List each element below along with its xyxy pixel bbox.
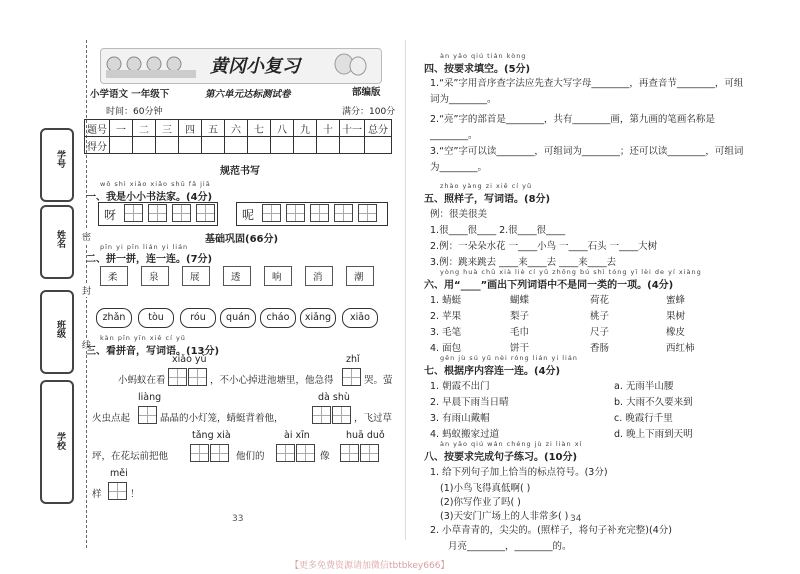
q4-item-1: 1.“采”字用音序查字法应先查大写字母________，再查音节________，可组词为________。 — [430, 78, 744, 105]
score-header-cell: 十一 — [340, 120, 365, 137]
q8-sub1-item: (2)你写作业了吗( ) — [440, 497, 521, 508]
time-label: 时间：60分钟 — [106, 107, 163, 117]
q2-char: 展 — [190, 272, 200, 283]
binding-mark-seal: 密 — [82, 230, 91, 243]
q8-title: 八、按要求完成句子练习。(10分) — [424, 452, 578, 463]
subject-label: 小学语文 一年级下 — [90, 89, 170, 100]
q5-title: 五、照样子，写词语。(8分) — [424, 194, 551, 205]
q4-item-3: 3.“空”字可以读________，可组词为________；还可以读________，可组词为________。 — [430, 146, 744, 173]
writing-cell[interactable] — [262, 204, 281, 222]
score-header-cell: 七 — [248, 120, 271, 137]
q2-title: 二、拼一拼，连一连。(7分) — [86, 254, 213, 265]
answer-cell[interactable] — [210, 444, 229, 462]
score-input-cell[interactable] — [202, 137, 225, 154]
score-input-cell[interactable] — [271, 137, 294, 154]
q6-word[interactable]: 蜜蜂 — [666, 295, 686, 306]
q5-item-3: 3.例：跳来跳去 ____来____去 ____来____去 — [430, 257, 617, 268]
q3-line1-a: 小蚂蚁在看 — [118, 375, 166, 386]
answer-cell[interactable] — [276, 444, 295, 462]
q2-char: 柔 — [108, 272, 118, 283]
answer-cell[interactable] — [296, 444, 315, 462]
sidebar-label-name: 姓名 — [55, 230, 65, 248]
q7-right-item[interactable]: a. 无雨半山腰 — [614, 381, 674, 392]
score-header-cell: 题号 — [85, 120, 110, 137]
score-input-cell[interactable] — [225, 137, 248, 154]
q6-word[interactable]: 3. 毛笔 — [430, 327, 462, 338]
q7-left-item[interactable]: 2. 早晨下雨当日晴 — [430, 397, 509, 408]
q7-left-item[interactable]: 3. 有雨山戴帽 — [430, 413, 490, 424]
answer-cell[interactable] — [340, 444, 359, 462]
q3-line1-b: ，不小心掉进池塘里，他急得 — [210, 375, 334, 386]
sidebar-label-class: 班级 — [55, 320, 65, 338]
answer-cell[interactable] — [332, 406, 351, 424]
q8-sub2-line: 月亮________，________的。 — [448, 541, 572, 552]
writing-cell[interactable] — [358, 204, 377, 222]
binding-mark-line: 线 — [82, 338, 91, 351]
edition-label: 部编版 — [352, 87, 381, 98]
score-input-cell[interactable] — [317, 137, 340, 154]
q6-word[interactable]: 果树 — [666, 311, 686, 322]
children-illustration — [102, 52, 202, 80]
q6-word[interactable]: 梨子 — [510, 311, 530, 322]
q5-example: 例：很美很美 — [430, 209, 488, 220]
score-header-cell: 一 — [110, 120, 133, 137]
q3-word-pinyin: měi — [110, 468, 128, 479]
q8-pinyin: àn yāo qiú wán chéng jù zi liàn xí — [440, 440, 583, 448]
q8-sub1-item: (3)天安门广场上的人非常多( ) — [440, 511, 569, 522]
q5-pinyin: zhào yàng zi xiě cí yǔ — [440, 182, 533, 190]
score-input-cell[interactable] — [133, 137, 156, 154]
score-input-cell[interactable] — [179, 137, 202, 154]
q5-item-2: 2.例：一朵朵水花 一____小鸟 一____石头 一____大树 — [430, 241, 658, 252]
q3-line3-a: 坪，在花坛前把他 — [92, 451, 169, 462]
q2-pinyin-oval[interactable]: quán — [220, 308, 256, 328]
writing-cell[interactable] — [148, 204, 167, 222]
sidebar-label-student-id: 学号 — [55, 150, 65, 168]
page-divider — [405, 40, 406, 540]
score-header-cell: 五 — [202, 120, 225, 137]
q3-pinyin: kàn pīn yīn xiě cí yǔ — [100, 334, 186, 342]
q7-right-item[interactable]: c. 晚霞行千里 — [614, 413, 673, 424]
sidebar-label-school: 学校 — [55, 432, 65, 450]
answer-cell[interactable] — [108, 482, 127, 500]
page-number-right: 34 — [570, 514, 582, 524]
q3-word-pinyin: liàng — [138, 392, 162, 403]
q8-sub1: 1. 给下列句子加上恰当的标点符号。(3分) — [430, 467, 608, 478]
q7-left-item[interactable]: 1. 朝霞不出门 — [430, 381, 490, 392]
writing-cell[interactable] — [286, 204, 305, 222]
score-header-cell: 九 — [294, 120, 317, 137]
q3-line1-c: 哭。萤 — [364, 375, 393, 386]
q3-line3-c: 像 — [320, 451, 330, 462]
q6-title: 六、用“____”画出下列词语中不是同一类的一项。(4分) — [424, 280, 674, 291]
q2-char: 潮 — [354, 272, 364, 283]
q3-line4-b: ！ — [130, 489, 140, 500]
q8-sub1-item: (1)小鸟飞得真低啊( ) — [440, 483, 531, 494]
q6-word[interactable]: 香肠 — [590, 343, 610, 354]
writing-cell[interactable] — [172, 204, 191, 222]
q3-line2-c: ，飞过草 — [354, 413, 393, 424]
section-basic: 基础巩固(66分) — [205, 234, 279, 245]
watermark: 【更多免费资源请加微信tbtbkey666】 — [290, 561, 450, 571]
score-input-cell[interactable] — [156, 137, 179, 154]
q2-pinyin-oval[interactable]: cháo — [260, 308, 296, 328]
q2-pinyin-oval[interactable]: xiǎng — [300, 308, 336, 328]
score-header-cell: 八 — [271, 120, 294, 137]
score-table-score-row — [85, 137, 392, 154]
score-row-label: 得分 — [85, 137, 110, 154]
q7-title: 七、根据序内容连一连。(4分) — [424, 366, 561, 377]
writing-cell[interactable] — [196, 204, 215, 222]
q3-line3-b: 他们的 — [236, 451, 265, 462]
score-header-cell: 六 — [225, 120, 248, 137]
score-input-cell[interactable] — [365, 137, 392, 154]
score-header-cell: 四 — [179, 120, 202, 137]
page-number-left: 33 — [232, 514, 244, 524]
q2-pinyin-oval[interactable]: tòu — [138, 308, 174, 328]
brand-title: 黄冈小复习 — [210, 56, 300, 77]
score-table-header-row — [85, 120, 392, 137]
q3-word-pinyin: huā duǒ — [346, 430, 385, 441]
writing-cell[interactable] — [310, 204, 329, 222]
q3-word-pinyin: dà shù — [318, 392, 350, 403]
balloon-icon — [330, 52, 370, 80]
score-table — [84, 119, 392, 154]
unit-title: 第六单元达标测试卷 — [205, 89, 291, 100]
q5-item-1: 1.很____很____ 2.很____很____ — [430, 225, 566, 236]
q6-word[interactable]: 尺子 — [590, 327, 610, 338]
q4-title: 四、按要求填空。(5分) — [424, 64, 531, 75]
writing-cell[interactable] — [124, 204, 143, 222]
answer-cell[interactable] — [312, 406, 331, 424]
answer-cell[interactable] — [168, 368, 187, 386]
q6-word[interactable]: 4. 面包 — [430, 343, 462, 354]
q2-pinyin: pīn yi pīn lián yi lián — [100, 243, 189, 251]
q6-word[interactable]: 西红柿 — [666, 343, 695, 354]
q6-word[interactable]: 2. 苹果 — [430, 311, 462, 322]
q6-word[interactable]: 毛巾 — [510, 327, 530, 338]
section-writing: 规范书写 — [220, 166, 260, 177]
q4-pinyin: àn yāo qiú tián kòng — [440, 52, 527, 60]
q2-char: 透 — [231, 272, 241, 283]
q3-line2-a: 火虫点起 — [92, 413, 131, 424]
answer-cell[interactable] — [138, 406, 157, 424]
q6-word[interactable]: 橡皮 — [666, 327, 686, 338]
q3-word-pinyin: zhǐ — [346, 354, 360, 365]
q2-pinyin-oval[interactable]: xiāo — [342, 308, 378, 328]
score-input-cell[interactable] — [340, 137, 365, 154]
q8-sub2: 2. 小草青青的，尖尖的。(照样子，将句子补充完整)(4分) — [430, 525, 672, 536]
q3-line2-b: 晶晶的小灯笼，蜻蜓背着他， — [160, 413, 284, 424]
q2-char: 消 — [313, 272, 323, 283]
q7-right-item[interactable]: d. 晚上下雨到天明 — [614, 429, 693, 440]
q4-item-2: 2.“亮”字的部首是________，共有________画，第九画的笔画名称是________。 — [430, 114, 715, 141]
score-header-cell: 二 — [133, 120, 156, 137]
score-input-cell[interactable] — [110, 137, 133, 154]
score-label: 满分：100分 — [342, 107, 396, 117]
q6-pinyin: yòng huà chū xià liè cí yǔ zhōng bú shì tóng yī lèi de yí xiàng — [440, 268, 702, 276]
answer-cell[interactable] — [190, 444, 209, 462]
answer-cell[interactable] — [188, 368, 207, 386]
q6-word[interactable]: 蝴蝶 — [510, 295, 530, 306]
q3-word-pinyin: ài xīn — [284, 430, 310, 441]
answer-cell[interactable] — [342, 368, 361, 386]
q6-word[interactable]: 1. 蜻蜓 — [430, 295, 462, 306]
binding-mark-seal2: 封 — [82, 284, 91, 297]
q3-line4-a: 样 — [92, 489, 102, 500]
q6-word[interactable]: 饼干 — [510, 343, 530, 354]
score-input-cell[interactable] — [248, 137, 271, 154]
q1-pinyin: wǒ shì xiǎo xiǎo shū fǎ jiā — [100, 180, 211, 188]
q2-char: 泉 — [149, 272, 159, 283]
score-input-cell[interactable] — [294, 137, 317, 154]
writing-cell[interactable] — [334, 204, 353, 222]
score-header-cell: 总分 — [365, 120, 392, 137]
q3-title: 三、看拼音，写词语。(13分) — [86, 346, 220, 357]
q7-left-item[interactable]: 4. 蚂蚁搬家过道 — [430, 429, 500, 440]
q2-char: 响 — [272, 272, 282, 283]
q6-word[interactable]: 桃子 — [590, 311, 610, 322]
q3-word-pinyin: tǎng xià — [192, 430, 231, 441]
q7-pinyin: gēn jù sú yǔ nèi róng lián yi lián — [440, 354, 578, 362]
answer-cell[interactable] — [360, 444, 379, 462]
q7-right-item[interactable]: b. 大雨不久要来到 — [614, 397, 693, 408]
q1-char-2: 呢 — [242, 208, 255, 222]
q2-pinyin-oval[interactable]: zhǎn — [96, 308, 132, 328]
q1-title: 一、我是小小书法家。(4分) — [86, 192, 213, 203]
q6-word[interactable]: 荷花 — [590, 295, 610, 306]
q1-char-1: 呀 — [104, 208, 117, 222]
score-header-cell: 十 — [317, 120, 340, 137]
score-header-cell: 三 — [156, 120, 179, 137]
q3-word-pinyin: xiǎo yǔ — [172, 354, 207, 365]
q2-pinyin-oval[interactable]: róu — [180, 308, 216, 328]
